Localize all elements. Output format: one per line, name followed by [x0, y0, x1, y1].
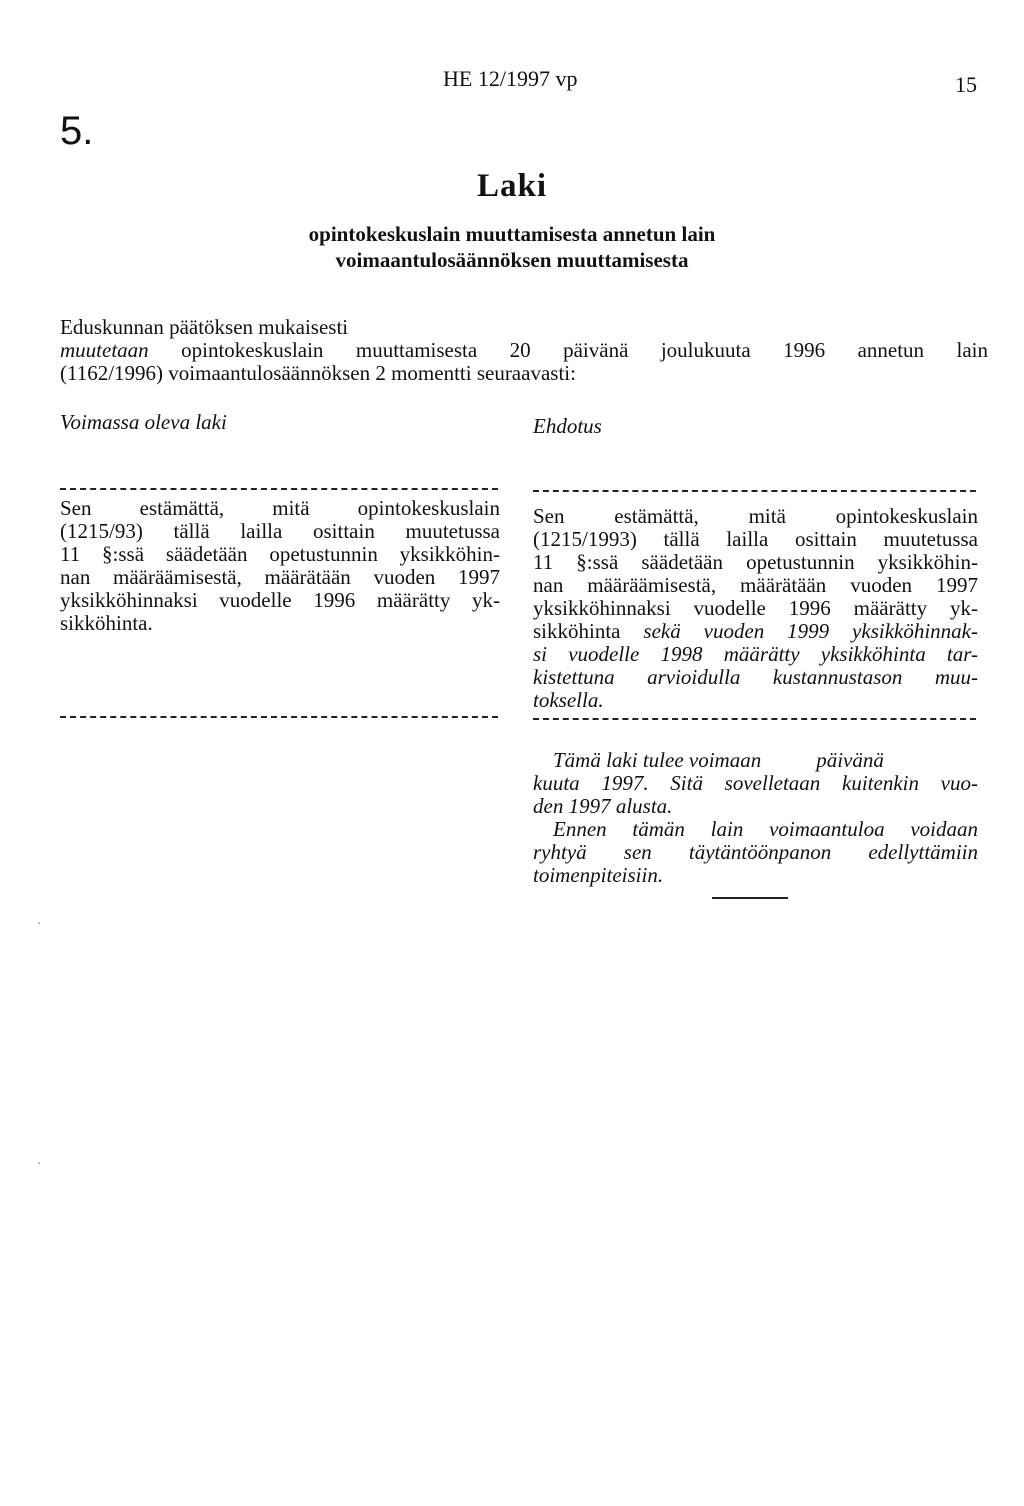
intro-verb: muutetaan — [60, 338, 149, 362]
left-line-6: sikköhinta. — [60, 611, 153, 635]
right-line-6 — [533, 620, 978, 643]
left-line-4: nan määräämisestä, määrätään vuoden 1997 — [60, 565, 500, 589]
left-line-2: (1215/93) tällä lailla osittain muutetussa — [60, 519, 500, 543]
proposal-label: Ehdotus — [533, 414, 602, 438]
intro-line-1: Eduskunnan päätöksen mukaisesti — [60, 315, 349, 339]
right-line-1: Sen estämättä, mitä opintokeskuslain — [533, 504, 978, 528]
right-line-3: 11 §:ssä säädetään opetustunnin yksikköhin- — [533, 550, 978, 574]
proposal-text — [533, 505, 978, 712]
scan-speck — [38, 922, 40, 924]
entry-line-2: kuuta 1997. Sitä sovelletaan kuitenkin vuo- — [533, 771, 978, 795]
intro-line-2 — [60, 339, 988, 362]
law-title: Laki — [476, 168, 548, 204]
entry-line-1-start: Tämä laki tulee voimaan — [553, 748, 762, 772]
omission-rule-right-bottom — [533, 718, 976, 720]
left-line-3: 11 §:ssä säädetään opetustunnin yksikköhin- — [60, 542, 500, 566]
left-line-5: yksikköhinnaksi vuodelle 1996 määrätty yk- — [60, 588, 500, 612]
entry-line-3: den 1997 alusta. — [533, 794, 673, 818]
current-law-label: Voimassa oleva laki — [60, 410, 227, 434]
entry-line-6: toimenpiteisiin. — [533, 863, 664, 887]
closing-rule — [712, 897, 788, 899]
enacting-clause — [60, 316, 988, 385]
right-line-7: si vuodelle 1998 määrätty yksikköhinta tar- — [533, 642, 978, 666]
entry-line-1 — [533, 749, 978, 772]
right-line-8: kistettuna arvioidulla kustannustason muu- — [533, 665, 978, 689]
section-number: 5. — [60, 109, 94, 153]
right-line-5: yksikköhinnaksi vuodelle 1996 määrätty yk- — [533, 596, 978, 620]
page-number: 15 — [955, 72, 977, 97]
subtitle-line-1: opintokeskuslain muuttamisesta annetun lain — [308, 222, 716, 246]
current-law-text — [60, 497, 500, 635]
right-line-6-normal: sikköhinta — [533, 619, 644, 643]
right-line-9: toksella. — [533, 688, 604, 712]
intro-line-3: (1162/1996) voimaantulosäännöksen 2 momentti seuraavasti: — [60, 361, 576, 385]
entry-line-5: ryhtyä sen täytäntöönpanon edellyttämiin — [533, 840, 978, 864]
scan-speck — [38, 1162, 40, 1164]
right-line-6-added: sekä vuoden 1999 yksikköhinnak- — [643, 619, 978, 643]
right-line-4: nan määräämisestä, määrätään vuoden 1997 — [533, 573, 978, 597]
omission-rule-left-top — [60, 488, 498, 490]
document-header: HE 12/1997 vp — [443, 66, 578, 91]
subtitle-line-2: voimaantulosäännöksen muuttamisesta — [335, 248, 689, 272]
entry-date-blank: päivänä — [816, 748, 884, 772]
law-subtitle — [0, 221, 1024, 273]
right-line-2: (1215/1993) tällä lailla osittain muutetussa — [533, 527, 978, 551]
omission-rule-right-top — [533, 490, 976, 492]
left-line-1: Sen estämättä, mitä opintokeskuslain — [60, 496, 500, 520]
omission-rule-left-bottom — [60, 716, 498, 718]
entry-line-4: Ennen tämän lain voimaantuloa voidaan — [553, 817, 978, 841]
intro-line-2-rest: opintokeskuslain muuttamisesta 20 päivänä joulukuuta 1996 annetun lain — [148, 338, 988, 362]
entry-into-force — [533, 749, 978, 887]
